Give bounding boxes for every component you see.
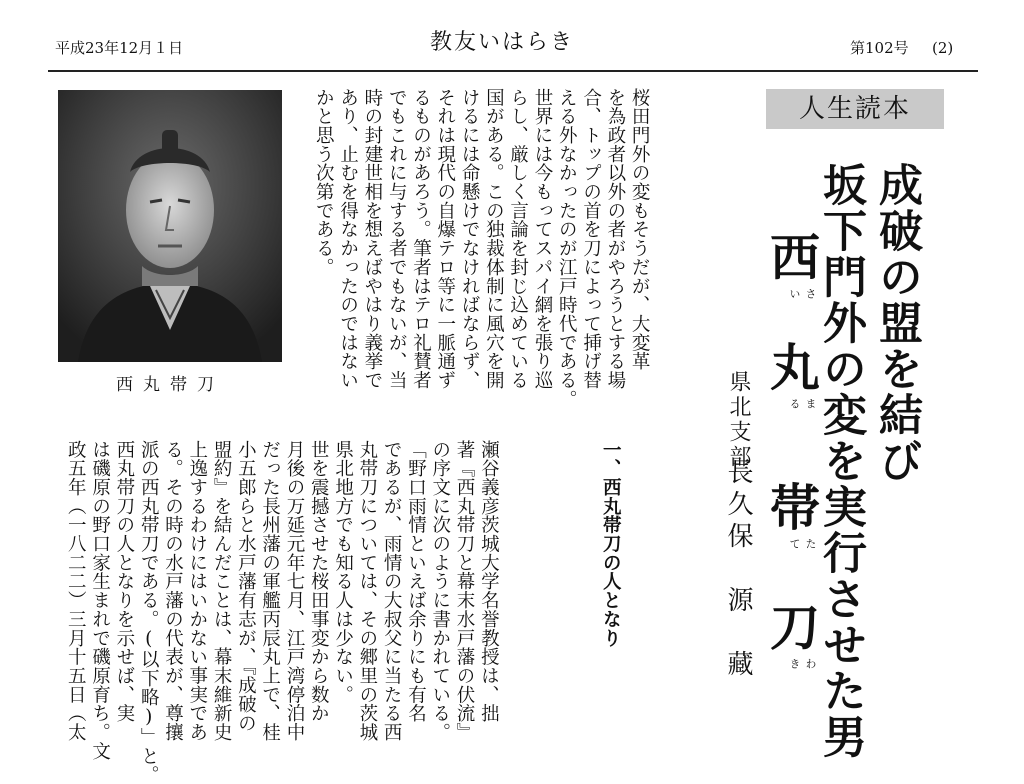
section-label: 人生読本 <box>766 89 944 129</box>
lower-article-column: 丸帯刀については、その郷里の茨城 <box>356 440 378 742</box>
issue-number: 第102号 <box>850 39 909 57</box>
subject-name-char: 帯 <box>770 479 820 537</box>
page-number: (2) <box>932 39 954 57</box>
headline-line-1: 成破の盟を結び <box>871 162 922 484</box>
author-name: 長久保 源 藏 <box>723 458 753 682</box>
upper-article-column: るものがあろう。筆者はテロ礼賛者 <box>410 88 432 390</box>
upper-article-column: らし、厳しく言論を封じ込めている <box>507 88 529 390</box>
upper-article-column: える外なかったのが江戸時代である。 <box>556 88 578 409</box>
lower-article-column: であるが、雨情の大叔父に当たる西 <box>381 440 403 742</box>
lower-article-column: 派の西丸帯刀である。(以下略)」と。 <box>138 440 160 784</box>
upper-article-column: 国がある。この独裁体制に風穴を開 <box>483 88 505 390</box>
upper-article-column: それは現代の自爆テロ等に一脈通ず <box>434 88 456 390</box>
lower-article-body <box>63 440 500 784</box>
lower-article-column: 盟約』を結んだことは、幕末維新史 <box>211 440 233 742</box>
upper-article-column: 時の封建世相を想えばやはり義挙で <box>361 88 383 390</box>
subject-name-reading: わき <box>788 658 817 669</box>
lower-article-column: 月後の万延元年七月、江戸湾停泊中 <box>283 440 305 742</box>
subject-name-reading: さい <box>788 288 817 299</box>
subject-name-reading: たて <box>788 538 817 549</box>
lower-article-column: 瀬谷義彦茨城大学名誉教授は、拙 <box>478 440 500 723</box>
lower-article-column: 「野口雨情といえば余りにも有名 <box>405 440 427 723</box>
photo-caption: 西丸帯刀 <box>116 375 224 395</box>
lower-article-column: の序文に次のように書かれている。 <box>429 440 451 742</box>
lower-article-column: 西丸帯刀の人となりを示せば、実 <box>113 440 135 723</box>
lower-article-column: 小五郎らと水戸藩有志が、『成破の <box>235 440 257 733</box>
subject-name-char: 西 <box>770 229 820 287</box>
subject-name-reading: まる <box>788 398 817 409</box>
headline-line-2: 坂下門外の変を実行させた男 <box>815 162 866 760</box>
newspaper-title: 教友いはらき <box>430 30 575 55</box>
lower-article-column: は磯原の野口家生まれで磯原育ち。文 <box>89 440 111 761</box>
upper-article-column: あり、止むを得なかったのではない <box>337 88 359 390</box>
upper-article-column: でもこれに与する者でもないが、当 <box>386 88 408 390</box>
upper-article-column: 桜田門外の変もそうだが、大変革 <box>629 88 651 371</box>
upper-article-body <box>311 88 651 418</box>
upper-article-column: 合、トップの首を刀によって挿げ替 <box>580 88 602 390</box>
lower-article-column: 世を震撼させた桜田事変から数か <box>308 440 330 723</box>
subject-name-char: 丸 <box>770 339 820 397</box>
portrait-photo <box>58 90 282 362</box>
lower-article-column: 著『西丸帯刀と幕末水戸藩の伏流』 <box>454 440 476 742</box>
lower-article-column: る。その時の水戸藩の代表が、尊攘 <box>162 440 184 742</box>
portrait-image <box>58 90 282 362</box>
issue-date: 平成23年12月１日 <box>55 39 184 57</box>
upper-article-column: を為政者以外の者がやろうとする場 <box>604 88 626 390</box>
lower-article-column: 政五年（一八二二）三月十五日（太 <box>65 440 87 742</box>
lower-article-column: 県北地方でも知る人は少ない。 <box>332 440 354 704</box>
header-rule <box>48 70 978 72</box>
lower-article-column: 上逸するわけにはいかない事実であ <box>186 440 208 742</box>
section-heading: 一、西丸帯刀の人となり <box>600 440 622 648</box>
upper-article-column: 世界には今もってスパイ網を張り巡 <box>531 88 553 390</box>
lower-article-column: だった長州藩の軍艦丙辰丸上で、桂 <box>259 440 281 742</box>
subject-name-char: 刀 <box>770 599 820 657</box>
upper-article-column: かと思う次第である。 <box>313 88 335 277</box>
author-branch: 県北支部 <box>726 370 751 470</box>
upper-article-column: けるには命懸けでなければならず、 <box>459 88 481 390</box>
